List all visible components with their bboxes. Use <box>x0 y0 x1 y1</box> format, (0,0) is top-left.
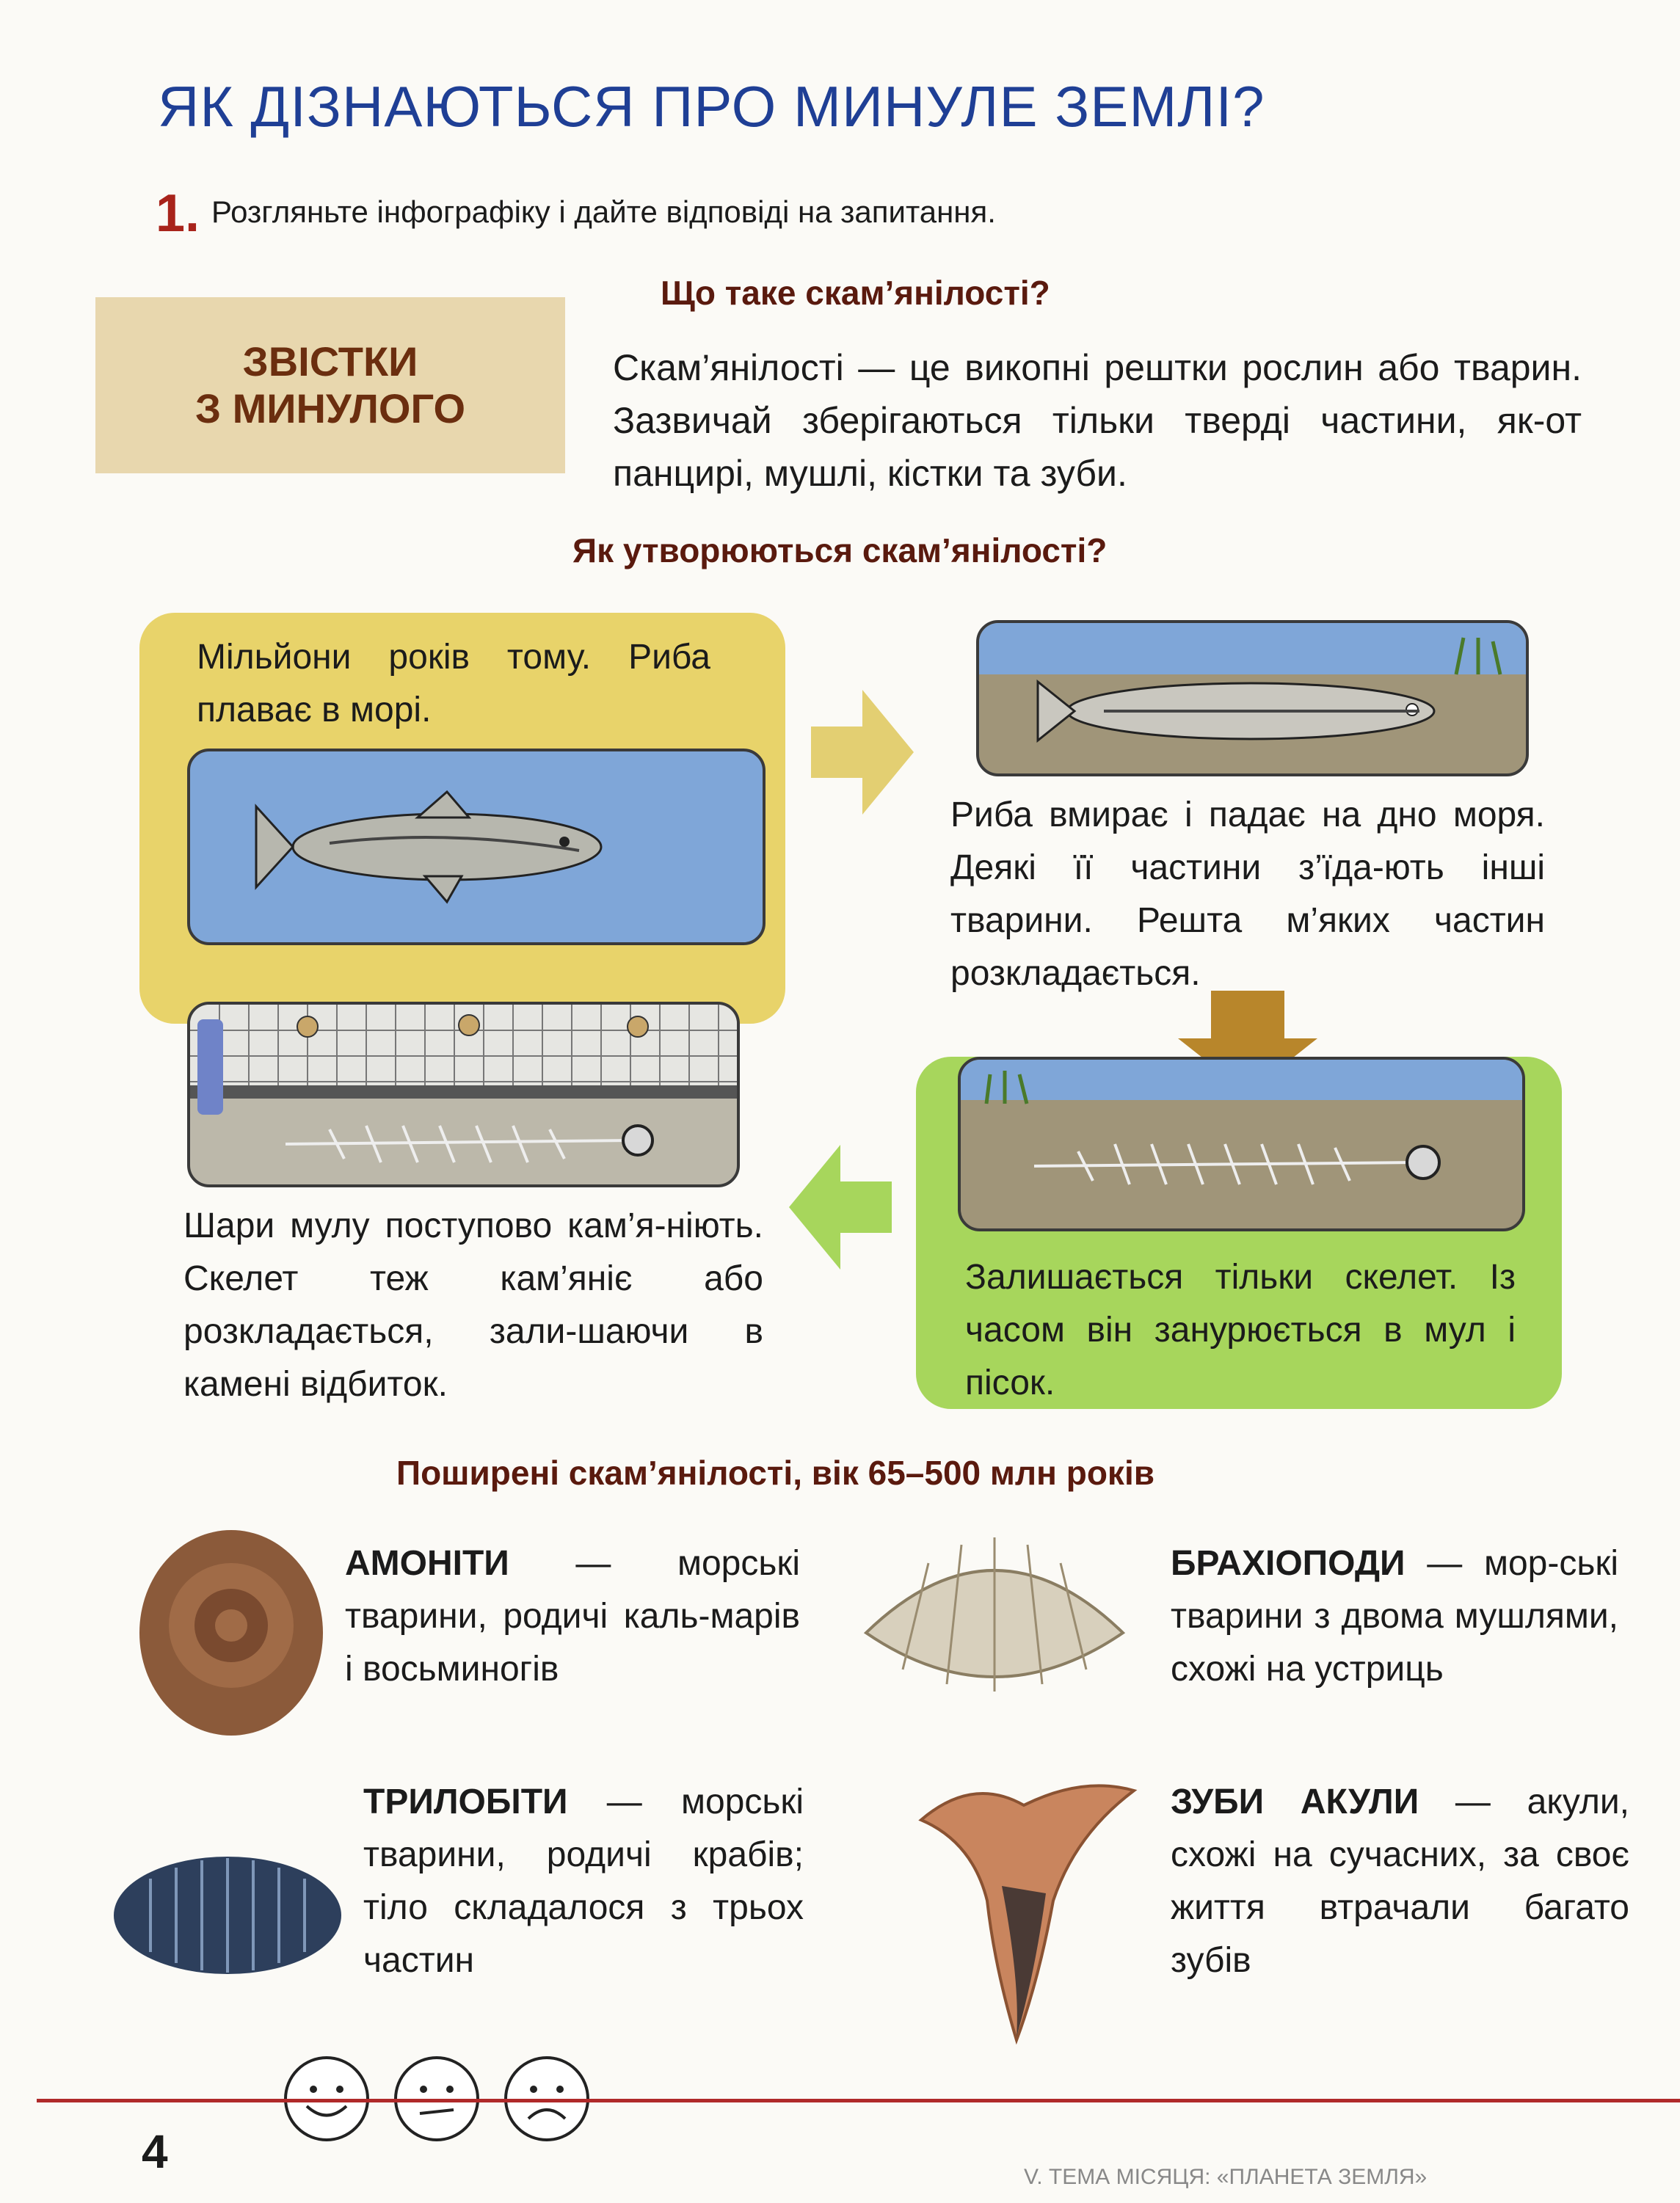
page-number: 4 <box>142 2125 168 2178</box>
dead-fish-icon <box>979 623 1526 773</box>
banner-line-1: ЗВІСТКИ <box>242 338 418 385</box>
trilobite-description <box>363 1776 804 1987</box>
brachiopod-description <box>1171 1537 1618 1696</box>
step-2-text: Риба вмирає і падає на дно моря. Деякі її частини з’їда-ють інші тварини. Решта м’яких частин розкладається. <box>950 795 1545 993</box>
task-number: 1. <box>156 184 200 243</box>
swimming-fish-scene <box>187 749 766 945</box>
step-3-text: Залишається тільки скелет. Із часом він занурюється в мул і пісок. <box>965 1258 1516 1402</box>
section-banner <box>95 297 565 473</box>
shark-tooth-text: — акули, схожі на сучасних, за своє життя втрачали багато зубів <box>1171 1783 1629 1980</box>
trilobite-icon <box>106 1827 349 1989</box>
how-formed-heading: Як утворюються скам’янілості? <box>572 531 1108 569</box>
ammonite-icon <box>136 1523 327 1743</box>
ammonite-description <box>345 1537 800 1696</box>
step-1-text: Мільйони років тому. Риба плаває в морі. <box>197 638 710 729</box>
fish-skeleton-icon <box>961 1060 1522 1228</box>
fossil-layers-scene <box>187 1002 740 1187</box>
fossil-imprint-icon <box>190 1005 737 1184</box>
arrow-right-icon <box>811 690 914 815</box>
banner-line-2: З МИНУЛОГО <box>194 385 466 432</box>
skeleton-in-mud-scene <box>958 1057 1525 1231</box>
arrow-left-icon <box>789 1145 892 1270</box>
bottom-divider <box>37 2099 1680 2102</box>
footer-text: V. ТЕМА МІСЯЦЯ: «ПЛАНЕТА ЗЕМЛЯ» <box>1024 2165 1428 2189</box>
brachiopod-name: БРАХІОПОДИ <box>1171 1544 1406 1583</box>
fish-icon <box>190 751 763 942</box>
step-4-text: Шари мулу поступово кам’я-ніють. Скелет теж кам’яніє або розкладається, зали-шаючи в камені відбиток. <box>183 1206 763 1404</box>
shark-tooth-icon <box>914 1776 1141 2047</box>
brachiopod-text: — мор-ські тварини з двома мушлями, схожі на устриць <box>1171 1544 1618 1689</box>
page-title: ЯК ДІЗНАЮТЬСЯ ПРО МИНУЛЕ ЗЕМЛІ? <box>158 74 1265 139</box>
shark-tooth-name: ЗУБИ АКУЛИ <box>1171 1783 1419 1821</box>
task-text: Розгляньте інфографіку і дайте відповіді на запитання. <box>211 194 996 229</box>
trilobite-name: ТРИЛОБІТИ <box>363 1783 568 1821</box>
what-is-text: Скам’янілості — це викопні рештки рослин або тварин. Зазвичай зберігаються тільки тверді частини, як-от панцирі, мушлі, кістки та зуби. <box>613 347 1582 494</box>
brachiopod-icon <box>859 1523 1130 1714</box>
shark-tooth-description <box>1171 1776 1629 1987</box>
what-is-heading: Що таке скам’янілості? <box>661 274 1050 312</box>
common-fossils-heading: Поширені скам’янілості, вік 65–500 млн років <box>396 1454 1155 1492</box>
trilobite-text: — морські тварини, родичі крабів; тіло складалося з трьох частин <box>363 1783 804 1980</box>
ammonite-text: — морські тварини, родичі каль-марів і восьминогів <box>345 1544 800 1689</box>
fish-on-seabed-scene <box>976 620 1529 776</box>
ammonite-name: АМОНІТИ <box>345 1544 509 1583</box>
